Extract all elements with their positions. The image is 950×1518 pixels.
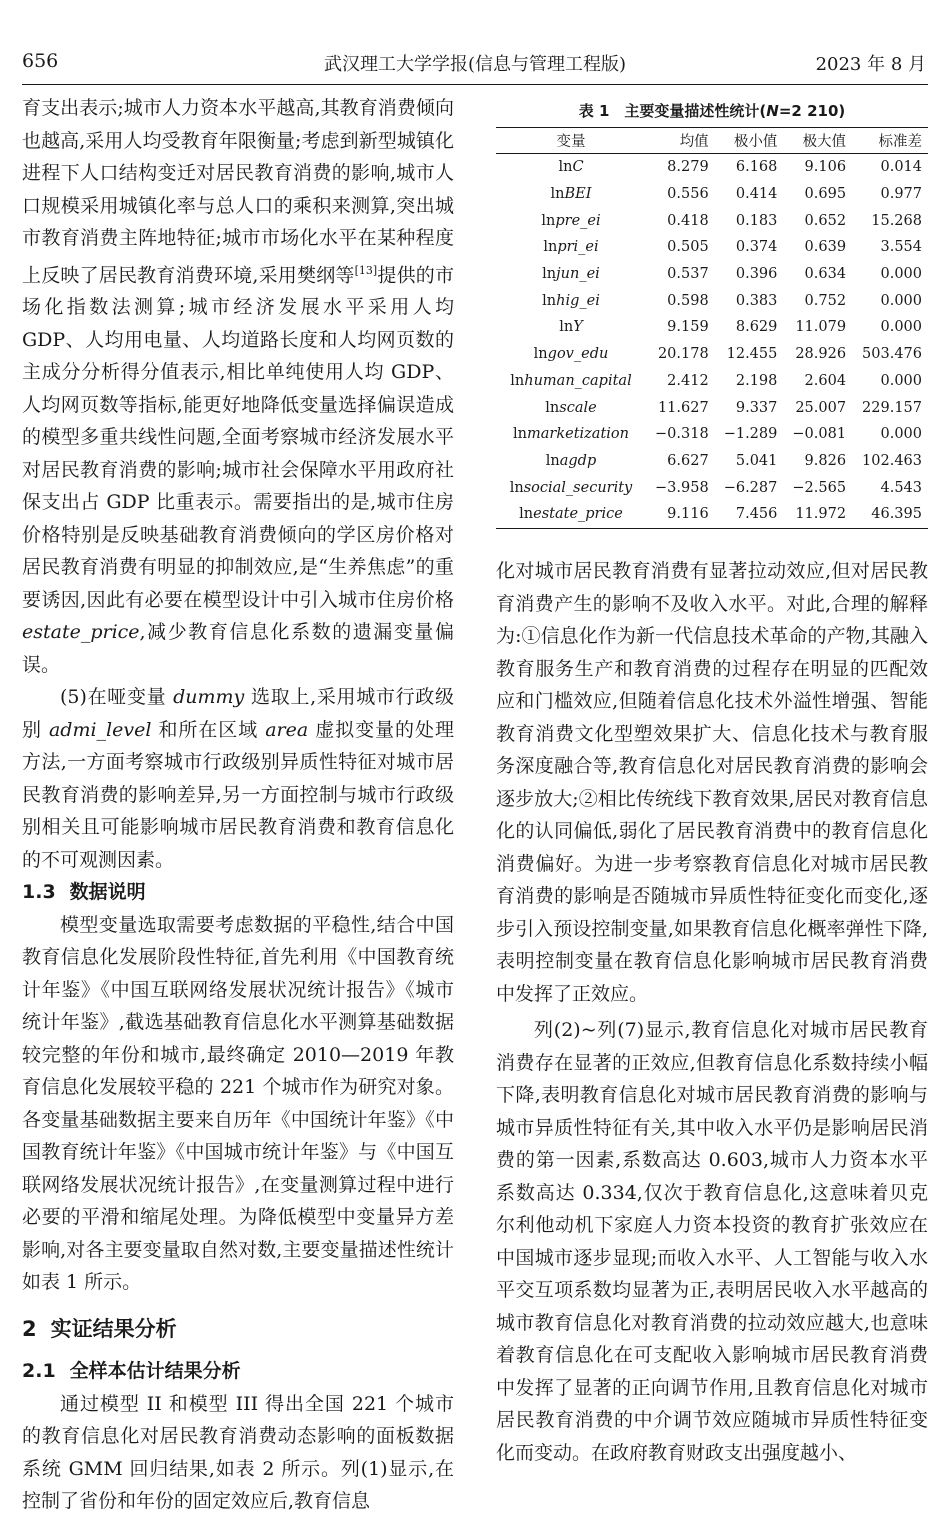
value-cell-min: 0.414 (735, 186, 778, 203)
issue-date: 2023 年 8 月 (815, 54, 926, 75)
table-title: 表 1 主要变量描述性统计(N=2 210) (578, 102, 846, 120)
table-row (496, 154, 928, 181)
journal-title: 武汉理工大学学报(信息与管理工程版) (323, 54, 627, 75)
value-cell-mean: 9.159 (667, 319, 709, 336)
descriptive-stats-table (496, 127, 928, 529)
variable-name-cell: lnBEI (550, 186, 592, 203)
table-row (496, 181, 928, 208)
table-row (496, 207, 928, 234)
section-1-3-heading: 1.3 数据说明 (22, 881, 146, 904)
table-row (496, 261, 928, 288)
value-cell-max: 0.639 (804, 239, 847, 256)
paragraph-columns: 列(2)~列(7)显示,教育信息化对城市居民教育消费存在显著的正效应,但教育信息化系数持续小幅下降,表明教育信息化对城市居民教育消费的影响与城市异质性特征有关,其中收入水平仍是影响居民消费的第一因素,系数高达 0.603,城市人力资本水平系数高达 0.334,仅次于教育信息化,这意味着贝克尔利他动机下家庭人力资本投资的教育扩张效应在中国城市逐步显现;而收入水平、人工智能与收入水平交互项系数均显著为正,表明居民收入水平越高的城市教育信息化对教育消费的拉动效应越大,也意味着教育信息化在可支配收入影响城市居民教育消费中发挥了显著的正向调节作用,且教育信息化对城市居民教育消费的中介调节效应随城市异质性特征变化而变动。在政府教育财政支出强度越小、 (496, 1019, 928, 1464)
value-cell-mean: 0.556 (667, 186, 709, 203)
variable-name-cell: lnjun_ei (542, 266, 600, 283)
value-cell-sd: 15.268 (871, 212, 922, 229)
variable-name-cell: lnscale (545, 399, 597, 416)
table-header-cell: 变量 (556, 134, 586, 150)
paragraph-explanation: 化对城市居民教育消费有显著拉动效应,但对居民教育消费产生的影响不及收入水平。对此,合理的解释为:①信息化作为新一代信息技术革命的产物,其融入教育服务生产和教育消费的过程存在明显的匹配效应和门槛效应,但随着信息化技术外溢性增强、智能教育消费文化型塑效果扩大、信息化技术与教育服务深度融合等,教育信息化对居民教育消费的影响会逐步放大;②相比传统线下教育效果,居民对教育信息化的认同偏低,弱化了居民教育消费中的教育信息化消费偏好。为进一步考察教育信息化对城市居民教育消费的影响是否随城市异质性特征变化而变化,逐步引入预设控制变量,如果教育信息化概率弹性下降,表明控制变量在教育信息化影响城市居民教育消费中发挥了正效应。 (496, 560, 928, 1005)
value-cell-sd: 0.977 (880, 186, 922, 203)
table-header-cell: 标准差 (878, 134, 922, 150)
table-row (496, 234, 928, 261)
value-cell-sd: 0.000 (880, 319, 922, 336)
value-cell-max: 25.007 (795, 399, 847, 416)
value-cell-mean: 0.418 (667, 212, 709, 229)
table-row (496, 341, 928, 368)
value-cell-sd: 102.463 (862, 452, 922, 469)
value-cell-sd: 46.395 (871, 506, 922, 523)
paragraph-dummy: (5)在哑变量 dummy 选取上,采用城市行政级别 admi_level 和所在区域 area 虚拟变量的处理方法,一方面考察城市行政级别异质性特征对城市居民教育消费的影响差异,另一方面控制与城市行政级别相关且可能影响城市居民教育消费和教育信息化的不可观测因素。 (22, 686, 454, 871)
table-row (496, 287, 928, 314)
value-cell-mean: 20.178 (657, 346, 709, 363)
value-cell-mean: 2.412 (667, 372, 709, 389)
table-header-cell: 极小值 (733, 134, 778, 150)
table-row (496, 368, 928, 395)
page-header (0, 0, 950, 76)
value-cell-min: 2.198 (735, 372, 778, 389)
value-cell-sd: 503.476 (862, 346, 922, 363)
value-cell-mean: 6.627 (667, 452, 709, 469)
table-row (496, 314, 928, 341)
value-cell-max: 0.695 (804, 186, 847, 203)
table-1 (496, 95, 928, 529)
value-cell-max: 0.634 (804, 266, 847, 283)
paragraph-variables: 育支出表示;城市人力资本水平越高,其教育消费倾向也越高,采用人均受教育年限衡量;考虑到新型城镇化进程下人口结构变迁对居民教育消费的影响,城市人口规模采用城镇化率与总人口的乘积来测算,突出城市教育消费主阵地特征;城市市场化水平在某种程度上反映了居民教育消费环境,采用樊纲等[13]提供的市场化指数法测算;城市经济发展水平采用人均 GDP、人均用电量、人均道路长度和人均网页数的主成分分析得分值表示,相比单纯使用人均 GDP、人均网页数等指标,能更好地降低变量选择偏误造成的模型多重共线性问题,全面考察城市经济发展水平对居民教育消费的影响;城市社会保障水平用政府社保支出占 GDP 比重表示。需要指出的是,城市住房价格特别是反映基础教育消费倾向的学区房价格对居民教育消费有明显的抑制效应,是“生养焦虑”的重要诱因,因此有必要在模型设计中引入城市住房价格 estate_price,减少教育信息化系数的遗漏变量偏误。 (22, 97, 454, 676)
value-cell-sd: 229.157 (862, 399, 922, 416)
value-cell-min: 0.374 (735, 239, 778, 256)
value-cell-sd: 0.014 (880, 159, 922, 176)
value-cell-max: 11.079 (795, 319, 847, 336)
section-2-1-heading: 2.1 全样本估计结果分析 (22, 1360, 241, 1383)
value-cell-min: −6.287 (723, 479, 778, 496)
value-cell-mean: 0.505 (667, 239, 709, 256)
variable-name-cell: lnhig_ei (542, 292, 600, 309)
variable-name-cell: lnpre_ei (541, 212, 601, 229)
value-cell-sd: 0.000 (880, 426, 922, 443)
table-header-cell: 极大值 (802, 134, 847, 150)
value-cell-sd: 4.543 (880, 479, 922, 496)
right-column (496, 555, 928, 1469)
value-cell-mean: −3.958 (655, 479, 709, 496)
value-cell-min: 6.168 (735, 159, 778, 176)
variable-name-cell: lnY (559, 319, 583, 336)
value-cell-max: 9.826 (804, 452, 847, 469)
table-header-cell: 均值 (679, 134, 709, 150)
paragraph-results: 通过模型 II 和模型 III 得出全国 221 个城市的教育信息化对居民教育消费动态影响的面板数据系统 GMM 回归结果,如表 2 所示。列(1)显示,在控制了省份和年份的固定效应后,教育信息 (22, 1392, 454, 1513)
value-cell-max: 11.972 (795, 506, 847, 523)
value-cell-min: 0.183 (735, 212, 778, 229)
value-cell-max: −2.565 (792, 479, 847, 496)
value-cell-sd: 0.000 (880, 292, 922, 309)
variable-name-cell: lnpri_ei (543, 239, 599, 256)
value-cell-max: −0.081 (792, 426, 847, 443)
variable-name-cell: lnagdp (545, 452, 597, 469)
value-cell-mean: 8.279 (667, 159, 709, 176)
value-cell-max: 9.106 (804, 159, 847, 176)
variable-name-cell: lnsocial_security (509, 479, 633, 496)
value-cell-max: 28.926 (795, 346, 847, 363)
value-cell-max: 2.604 (804, 372, 847, 389)
variable-name-cell: lnestate_price (519, 506, 623, 523)
value-cell-min: 9.337 (735, 399, 778, 416)
value-cell-max: 0.652 (804, 212, 847, 229)
value-cell-sd: 3.554 (880, 239, 922, 256)
value-cell-sd: 0.000 (880, 266, 922, 283)
value-cell-min: 8.629 (735, 319, 778, 336)
value-cell-min: 0.396 (735, 266, 778, 283)
table-row (496, 394, 928, 421)
variable-name-cell: lnhuman_capital (510, 372, 632, 389)
value-cell-min: 5.041 (735, 452, 778, 469)
variable-name-cell: lnmarketization (513, 426, 629, 443)
page-number: 656 (22, 50, 59, 72)
value-cell-min: 12.455 (726, 346, 778, 363)
value-cell-mean: 11.627 (657, 399, 709, 416)
value-cell-max: 0.752 (804, 292, 847, 309)
value-cell-mean: 0.598 (667, 292, 709, 309)
table-row (496, 501, 928, 528)
value-cell-mean: −0.318 (655, 426, 709, 443)
citation-ref[interactable]: [13] (354, 263, 378, 277)
value-cell-mean: 9.116 (667, 506, 709, 523)
table-row (496, 448, 928, 475)
value-cell-mean: 0.537 (667, 266, 709, 283)
header-rule (22, 84, 928, 85)
variable-name-cell: lnC (558, 159, 584, 176)
table-header-row (496, 128, 928, 154)
value-cell-min: −1.289 (723, 426, 778, 443)
variable-name-cell: lngov_edu (533, 346, 609, 363)
paragraph-data: 模型变量选取需要考虑数据的平稳性,结合中国教育信息化发展阶段性特征,首先利用《中国教育统计年鉴》《中国互联网络发展状况统计报告》《城市统计年鉴》,截选基础教育信息化水平测算基础数据较完整的年份和城市,最终确定 2010—2019 年教育信息化发展较平稳的 221 个城市作为研究对象。各变量基础数据主要来自历年《中国统计年鉴》《中国教育统计年鉴》《中国城市统计年鉴》与《中国互联网络发展状况统计报告》,在变量测算过程中进行必要的平滑和缩尾处理。为降低模型中变量异方差影响,对各主要变量取自然对数,主要变量描述性统计如表 1 所示。 (22, 913, 454, 1294)
left-column (22, 92, 454, 1518)
section-2-heading: 2 实证结果分析 (22, 1316, 177, 1341)
value-cell-sd: 0.000 (880, 372, 922, 389)
table-body (496, 154, 928, 529)
table-row (496, 474, 928, 501)
value-cell-min: 7.456 (735, 506, 778, 523)
value-cell-min: 0.383 (735, 292, 778, 309)
table-row (496, 421, 928, 448)
